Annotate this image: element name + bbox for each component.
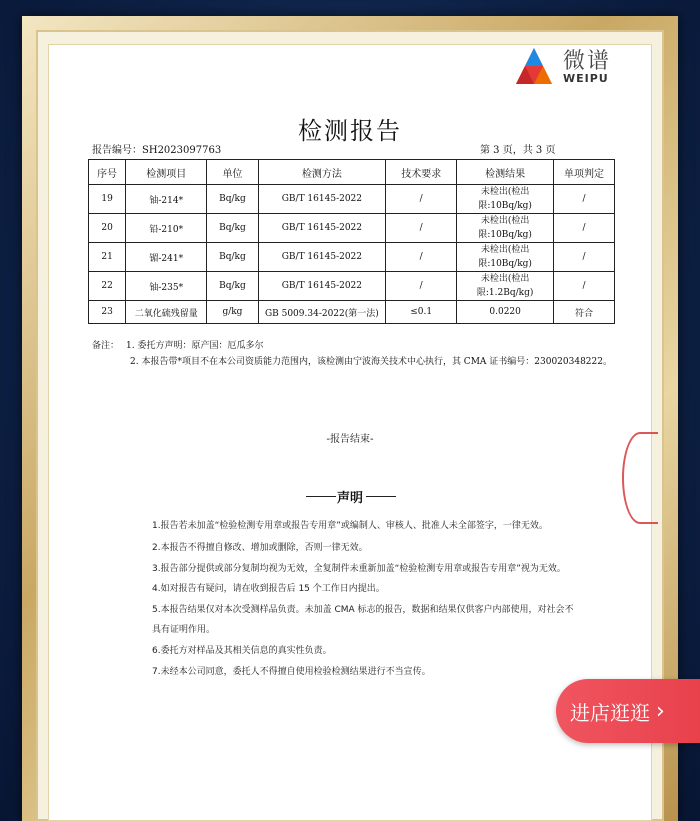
table-cell: Bq/kg bbox=[207, 185, 258, 214]
table-cell: 19 bbox=[89, 185, 126, 214]
table-cell: Bq/kg bbox=[207, 272, 258, 301]
table-header: 单项判定 bbox=[554, 160, 615, 185]
table-cell: 0.0220 bbox=[457, 301, 554, 324]
declaration-item: 2.本报告不得擅自修改、增加或删除，否则一律无效。 bbox=[152, 543, 368, 553]
table-cell: 二氧化硫残留量 bbox=[126, 301, 207, 324]
table-cell: / bbox=[386, 185, 457, 214]
table-header-row bbox=[89, 160, 615, 185]
notes-label: 备注： bbox=[92, 341, 120, 351]
table-cell: 22 bbox=[89, 272, 126, 301]
table-row bbox=[89, 272, 615, 301]
declaration-item: 1.报告若未加盖“检验检测专用章或报告专用章”或编制人、审核人、批准人未全部签字，一律无效。 bbox=[152, 521, 548, 531]
table-cell: 未检出(检出限:10Bq/kg) bbox=[457, 185, 554, 214]
declaration-item: 5.本报告结果仅对本次受测样品负责。未加盖 CMA 标志的报告，数据和结果仅供客户内部使用，对社会不 bbox=[152, 605, 574, 615]
table-header: 检测项目 bbox=[126, 160, 207, 185]
table-cell: 未检出(检出限:10Bq/kg) bbox=[457, 243, 554, 272]
report-end-mark: -报告结束- bbox=[326, 434, 374, 445]
table-cell: 21 bbox=[89, 243, 126, 272]
visit-shop-button[interactable] bbox=[556, 679, 700, 743]
declaration-item: 6.委托方对样品及其相关信息的真实性负责。 bbox=[152, 646, 332, 656]
table-cell: GB 5009.34-2022(第一法) bbox=[258, 301, 386, 324]
declaration-item: 3.报告部分提供或部分复制均视为无效，全复制件未重新加盖“检验检测专用章或报告专用章”视为无效。 bbox=[152, 564, 566, 574]
table-row bbox=[89, 185, 615, 214]
table-cell: Bq/kg bbox=[207, 214, 258, 243]
table-cell: / bbox=[386, 272, 457, 301]
visit-shop-label: 进店逛逛 bbox=[570, 700, 650, 725]
table-cell: / bbox=[554, 185, 615, 214]
logo-text-cn: 微谱 bbox=[563, 49, 612, 74]
table-cell: / bbox=[554, 272, 615, 301]
note-item: 1. 委托方声明：原产国：厄瓜多尔 bbox=[126, 341, 264, 351]
red-seal-stamp bbox=[622, 432, 658, 524]
table-cell: ≤0.1 bbox=[386, 301, 457, 324]
declaration-item: 7.未经本公司同意，委托人不得擅自使用检验检测结果进行不当宣传。 bbox=[152, 667, 431, 677]
table-row bbox=[89, 301, 615, 324]
declaration-item: 具有证明作用。 bbox=[152, 625, 216, 635]
table-cell: 铀-214* bbox=[126, 185, 207, 214]
logo-text-en: WEIPU bbox=[563, 72, 609, 85]
table-cell: 铀-235* bbox=[126, 272, 207, 301]
table-cell: GB/T 16145-2022 bbox=[258, 243, 386, 272]
table-cell: 未检出(检出限:10Bq/kg) bbox=[457, 214, 554, 243]
table-cell: / bbox=[386, 214, 457, 243]
page-number: 第 3 页，共 3 页 bbox=[480, 145, 556, 156]
table-header: 序号 bbox=[89, 160, 126, 185]
table-cell: 未检出(检出限:1.2Bq/kg) bbox=[457, 272, 554, 301]
table-header: 技术要求 bbox=[386, 160, 457, 185]
results-table bbox=[88, 159, 615, 324]
table-row bbox=[89, 214, 615, 243]
declaration-title: 声明 bbox=[336, 491, 363, 506]
table-cell: / bbox=[554, 243, 615, 272]
table-header: 检测结果 bbox=[457, 160, 554, 185]
table-cell: / bbox=[554, 214, 615, 243]
table-cell: GB/T 16145-2022 bbox=[258, 272, 386, 301]
table-cell: 镅-241* bbox=[126, 243, 207, 272]
table-cell: Bq/kg bbox=[207, 243, 258, 272]
declaration-item: 4.如对报告有疑问，请在收到报告后 15 个工作日内提出。 bbox=[152, 584, 385, 594]
table-cell: g/kg bbox=[207, 301, 258, 324]
table-cell: GB/T 16145-2022 bbox=[258, 185, 386, 214]
divider bbox=[366, 496, 396, 497]
table-header: 单位 bbox=[207, 160, 258, 185]
report-number: 报告编号：SH2023097763 bbox=[92, 145, 222, 156]
table-cell: 符合 bbox=[554, 301, 615, 324]
table-header: 检测方法 bbox=[258, 160, 386, 185]
table-cell: GB/T 16145-2022 bbox=[258, 214, 386, 243]
report-title: 检测报告 bbox=[298, 117, 402, 145]
table-cell: 23 bbox=[89, 301, 126, 324]
chevron-right-icon: › bbox=[656, 698, 665, 724]
note-item: 2. 本报告带*项目不在本公司资质能力范围内，该检测由宁波海关技术中心执行，其 CMA 证书编号：230020348222。 bbox=[130, 357, 612, 367]
table-row bbox=[89, 243, 615, 272]
table-cell: / bbox=[386, 243, 457, 272]
table-cell: 铅-210* bbox=[126, 214, 207, 243]
table-cell: 20 bbox=[89, 214, 126, 243]
